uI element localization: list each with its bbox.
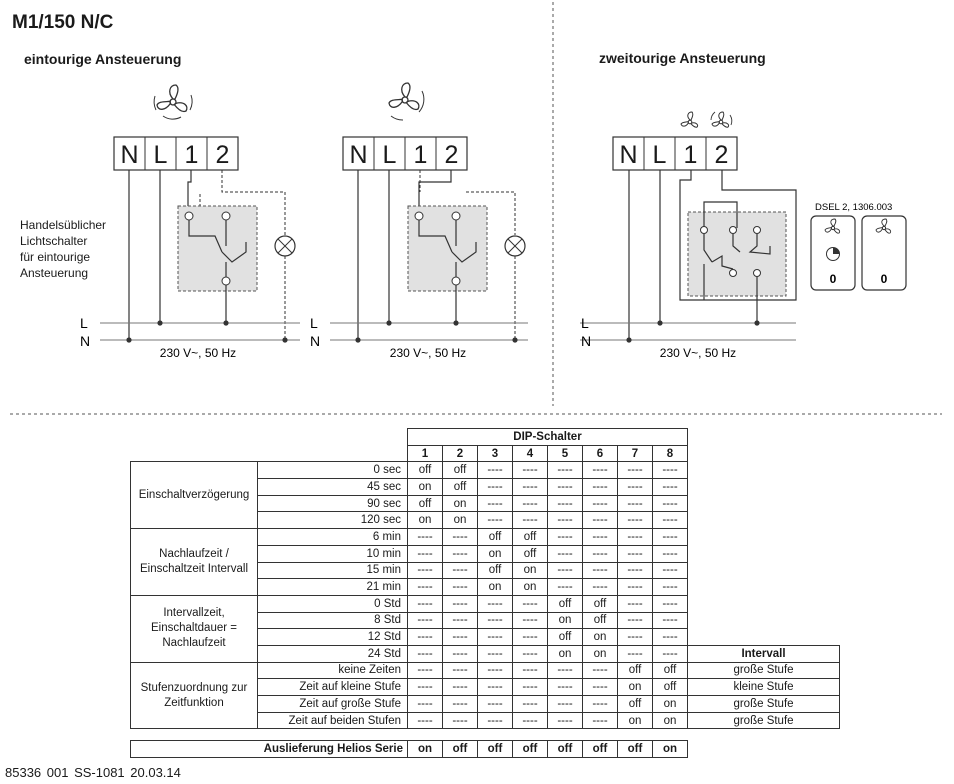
line-n-label: N [581, 333, 592, 349]
dip-cell: ---- [513, 645, 548, 662]
interval-cell: große Stufe [688, 662, 840, 679]
lamp-icon [275, 236, 295, 256]
dip-cell: ---- [653, 462, 688, 479]
dip-cell: ---- [653, 495, 688, 512]
table-row [131, 462, 840, 479]
dip-number: 5 [548, 445, 583, 462]
dip-cell: on [653, 712, 688, 729]
dip-cell: ---- [513, 629, 548, 646]
dip-cell: on [583, 629, 618, 646]
dip-cell: ---- [548, 462, 583, 479]
line-n-label: N [80, 333, 91, 349]
dip-cell: ---- [513, 595, 548, 612]
dip-cell: off [408, 495, 443, 512]
dip-cell: ---- [408, 662, 443, 679]
dip-cell: ---- [408, 645, 443, 662]
dip-cell: ---- [513, 462, 548, 479]
dip-cell: ---- [618, 529, 653, 546]
dip-cell: ---- [408, 562, 443, 579]
delivery-value: off [583, 741, 618, 758]
dip-switch-table [130, 428, 840, 729]
dip-cell: ---- [653, 545, 688, 562]
fan-small-icon [681, 112, 698, 127]
table-row [131, 662, 840, 679]
dip-cell: on [478, 545, 513, 562]
dip-cell: ---- [408, 529, 443, 546]
delivery-row [131, 741, 688, 758]
dip-cell: ---- [618, 479, 653, 496]
page-title: M1/150 N/C [12, 12, 114, 33]
dip-cell: ---- [478, 645, 513, 662]
dip-cell: ---- [548, 679, 583, 696]
dip-cell: ---- [478, 595, 513, 612]
terminal-block [114, 137, 238, 170]
dip-cell: ---- [653, 479, 688, 496]
terminal-1: 1 [413, 141, 428, 169]
group-label: Stufenzuordnung zur Zeitfunktion [131, 662, 258, 729]
dip-cell: ---- [478, 629, 513, 646]
dip-cell: off [478, 562, 513, 579]
dip-cell: on [548, 612, 583, 629]
interval-header: Intervall [688, 645, 840, 662]
dip-cell: ---- [618, 512, 653, 529]
fan-small-fast-icon [711, 112, 732, 127]
supply-label: 230 V~, 50 Hz [659, 346, 737, 360]
dip-cell: ---- [408, 696, 443, 713]
dip-cell: ---- [548, 545, 583, 562]
dip-cell: ---- [618, 595, 653, 612]
option-label: Zeit auf beiden Stufen [258, 712, 408, 729]
dip-number: 7 [618, 445, 653, 462]
dip-cell: ---- [618, 645, 653, 662]
dip-cell: ---- [653, 612, 688, 629]
dip-cell: ---- [478, 612, 513, 629]
dip-cell: ---- [583, 479, 618, 496]
table-header-row [131, 445, 840, 462]
diagram-single-speed-1 [80, 85, 300, 360]
dip-cell: ---- [653, 645, 688, 662]
dip-cell: ---- [513, 696, 548, 713]
option-label: 15 min [258, 562, 408, 579]
dip-cell: ---- [443, 595, 478, 612]
line-l-label: L [310, 315, 318, 331]
dip-cell: ---- [408, 545, 443, 562]
switch-note: Handelsüblicher Lichtschalter für eintourige Ansteuerung [20, 218, 107, 280]
dip-cell: ---- [618, 629, 653, 646]
dip-cell: off [548, 595, 583, 612]
dip-number: 1 [408, 445, 443, 462]
line-n-label: N [310, 333, 321, 349]
fan-icon [154, 85, 192, 119]
dip-cell: ---- [478, 462, 513, 479]
dip-cell: off [443, 462, 478, 479]
dip-cell: off [513, 529, 548, 546]
dip-cell: ---- [408, 629, 443, 646]
dip-cell: ---- [513, 712, 548, 729]
dip-cell: ---- [478, 495, 513, 512]
terminal-2: 2 [444, 141, 459, 169]
dip-cell: ---- [548, 562, 583, 579]
dip-cell: on [618, 712, 653, 729]
supply-label: 230 V~, 50 Hz [159, 346, 237, 360]
dip-cell: on [478, 579, 513, 596]
dip-cell: ---- [513, 495, 548, 512]
option-label: 90 sec [258, 495, 408, 512]
dsel-value-right: 0 [880, 272, 888, 286]
dip-cell: ---- [408, 712, 443, 729]
line-l-label: L [581, 315, 589, 331]
dip-cell: on [408, 512, 443, 529]
dip-cell: ---- [443, 696, 478, 713]
dip-cell: ---- [443, 629, 478, 646]
dip-cell: ---- [583, 679, 618, 696]
dip-number: 2 [443, 445, 478, 462]
dip-cell: off [583, 612, 618, 629]
dip-cell: ---- [583, 696, 618, 713]
dip-cell: ---- [478, 712, 513, 729]
dip-cell: ---- [583, 512, 618, 529]
dip-cell: ---- [548, 712, 583, 729]
supply-label: 230 V~, 50 Hz [389, 346, 467, 360]
dip-cell: ---- [443, 579, 478, 596]
dip-cell: ---- [478, 479, 513, 496]
dip-cell: ---- [653, 629, 688, 646]
terminal-l: L [652, 141, 667, 169]
dip-cell: ---- [583, 495, 618, 512]
dip-cell: ---- [653, 512, 688, 529]
dip-cell: ---- [443, 545, 478, 562]
delivery-value: on [408, 741, 443, 758]
dip-cell: ---- [618, 612, 653, 629]
dip-cell: on [653, 696, 688, 713]
dip-cell: off [618, 696, 653, 713]
dip-cell: off [443, 479, 478, 496]
diagram-single-speed-2 [310, 83, 528, 360]
dip-cell: ---- [548, 696, 583, 713]
dip-cell: on [513, 579, 548, 596]
table-row [131, 529, 840, 546]
dip-cell: ---- [548, 495, 583, 512]
dip-cell: ---- [583, 562, 618, 579]
table-row [131, 595, 840, 612]
terminal-block [343, 137, 467, 170]
dip-cell: ---- [548, 529, 583, 546]
option-label: 10 min [258, 545, 408, 562]
dip-cell: ---- [653, 529, 688, 546]
dip-cell: on [618, 679, 653, 696]
dip-cell: ---- [478, 696, 513, 713]
dip-cell: ---- [618, 579, 653, 596]
dip-cell: ---- [408, 679, 443, 696]
dip-cell: ---- [478, 662, 513, 679]
terminal-1: 1 [184, 141, 199, 169]
dip-cell: ---- [618, 562, 653, 579]
terminal-l: L [153, 141, 168, 169]
dip-cell: on [583, 645, 618, 662]
dip-cell: on [408, 479, 443, 496]
dip-cell: off [653, 662, 688, 679]
terminal-n: N [349, 141, 368, 169]
dip-cell: ---- [618, 545, 653, 562]
dip-cell: ---- [513, 679, 548, 696]
dip-cell: ---- [618, 495, 653, 512]
dip-cell: off [513, 545, 548, 562]
dip-cell: ---- [443, 645, 478, 662]
group-label: Intervallzeit, Einschaltdauer = Nachlaufzeit [131, 595, 258, 662]
terminal-2: 2 [714, 141, 729, 169]
dip-cell: on [548, 645, 583, 662]
dip-cell: ---- [408, 595, 443, 612]
line-l-label: L [80, 315, 88, 331]
dip-cell: on [443, 512, 478, 529]
lamp-icon [505, 236, 525, 256]
group-label: Nachlaufzeit / Einschaltzeit Intervall [131, 529, 258, 596]
delivery-value: off [443, 741, 478, 758]
dip-cell: ---- [548, 479, 583, 496]
option-label: 0 Std [258, 595, 408, 612]
option-label: Zeit auf große Stufe [258, 696, 408, 713]
dip-cell: ---- [478, 679, 513, 696]
dip-number: 4 [513, 445, 548, 462]
fan-icon [389, 83, 424, 120]
delivery-value: off [548, 741, 583, 758]
terminal-n: N [120, 141, 139, 169]
option-label: 45 sec [258, 479, 408, 496]
dip-cell: ---- [653, 595, 688, 612]
dip-cell: off [478, 529, 513, 546]
dip-cell: ---- [478, 512, 513, 529]
dip-cell: ---- [618, 462, 653, 479]
dip-cell: ---- [583, 529, 618, 546]
delivery-label: Auslieferung Helios Serie [131, 741, 408, 758]
dip-cell: ---- [513, 512, 548, 529]
dip-cell: ---- [443, 662, 478, 679]
dip-cell: ---- [443, 679, 478, 696]
dip-cell: off [408, 462, 443, 479]
dip-cell: ---- [443, 712, 478, 729]
dip-cell: ---- [408, 612, 443, 629]
diagram-two-speed [580, 112, 906, 360]
dip-cell: ---- [443, 612, 478, 629]
interval-cell: große Stufe [688, 696, 840, 713]
dip-cell: ---- [583, 712, 618, 729]
terminal-l: L [382, 141, 397, 169]
terminal-block [613, 137, 737, 170]
dip-cell: ---- [653, 579, 688, 596]
dip-number: 3 [478, 445, 513, 462]
dip-cell: ---- [548, 512, 583, 529]
option-label: Zeit auf kleine Stufe [258, 679, 408, 696]
dip-cell: off [618, 662, 653, 679]
delivery-value: off [618, 741, 653, 758]
option-label: 6 min [258, 529, 408, 546]
dip-cell: on [513, 562, 548, 579]
dip-cell: off [653, 679, 688, 696]
dip-number: 6 [583, 445, 618, 462]
dip-cell: ---- [443, 562, 478, 579]
terminal-1: 1 [683, 141, 698, 169]
group-label: Einschaltverzögerung [131, 462, 258, 529]
delivery-value: off [478, 741, 513, 758]
dip-cell: ---- [513, 479, 548, 496]
interval-cell: große Stufe [688, 712, 840, 729]
delivery-table [130, 740, 688, 758]
interval-cell: kleine Stufe [688, 679, 840, 696]
dsel-label: DSEL 2, 1306.003 [815, 202, 893, 213]
dip-cell: ---- [548, 579, 583, 596]
dip-cell: ---- [408, 579, 443, 596]
section-title-single-speed: eintourige Ansteuerung [24, 51, 182, 67]
delivery-value: off [513, 741, 548, 758]
dip-cell: ---- [583, 662, 618, 679]
dip-number: 8 [653, 445, 688, 462]
option-label: 21 min [258, 579, 408, 596]
option-label: 8 Std [258, 612, 408, 629]
terminal-2: 2 [215, 141, 230, 169]
dip-cell: ---- [548, 662, 583, 679]
terminal-n: N [619, 141, 638, 169]
dip-cell: ---- [513, 612, 548, 629]
dip-cell: off [583, 595, 618, 612]
dip-cell: off [548, 629, 583, 646]
dsel-value-left: 0 [829, 272, 837, 286]
dip-cell: ---- [443, 529, 478, 546]
footer-doc-number: 85336 001 SS-1081 20.03.14 [5, 765, 181, 780]
dip-cell: ---- [583, 462, 618, 479]
section-title-two-speed: zweitourige Ansteuerung [599, 50, 766, 66]
dip-cell: ---- [653, 562, 688, 579]
dip-cell: ---- [513, 662, 548, 679]
option-label: 12 Std [258, 629, 408, 646]
table-header-row [131, 429, 840, 446]
dip-cell: ---- [583, 545, 618, 562]
delivery-value: on [653, 741, 688, 758]
option-label: 24 Std [258, 645, 408, 662]
option-label: keine Zeiten [258, 662, 408, 679]
option-label: 0 sec [258, 462, 408, 479]
option-label: 120 sec [258, 512, 408, 529]
dip-cell: on [443, 495, 478, 512]
dip-cell: ---- [583, 579, 618, 596]
dip-header: DIP-Schalter [408, 429, 688, 446]
